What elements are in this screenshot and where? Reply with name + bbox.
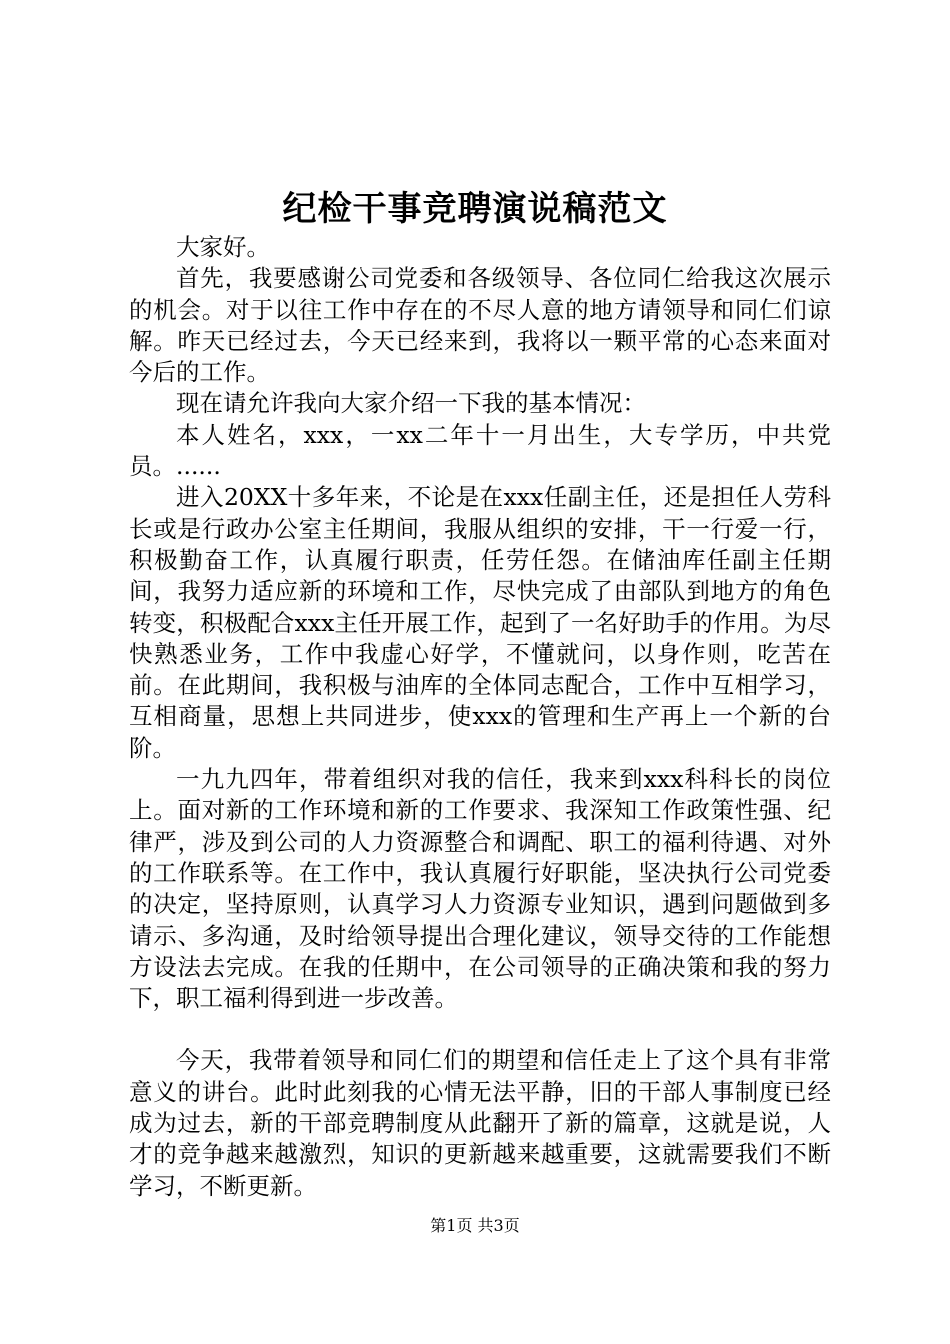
paragraph-section-chief: 一九九四年，带着组织对我的信任，我来到xxx科科长的岗位上。面对新的工作环境和新的工作要求、我深知工作政策性强、纪律严，涉及到公司的人力资源整合和调配、职工的福利待遇、对外的工作联系等。在工作中，我认真履行好职能，坚决执行公司党委的决定，坚持原则，认真学习人力资源专业知识，遇到问题做到多请示、多沟通，及时给领导提出合理化建议，领导交待的工作能想方设法去完成。在我的任期中，在公司领导的正确决策和我的努力下，职工福利得到进一步改善。 (129, 765, 831, 1013)
paragraph-greeting: 大家好。 (176, 233, 270, 261)
document-body (129, 232, 831, 1202)
paragraph-basic-info: 本人姓名，xxx，一xx二年十一月出生，大专学历，中共党员。...... (129, 420, 831, 481)
paragraph-intro: 现在请允许我向大家介绍一下我的基本情况： (176, 389, 646, 418)
paragraph-today: 今天，我带着领导和同仁们的期望和信任走上了这个具有非常意义的讲台。此时此刻我的心情无法平静，旧的干部人事制度已经成为过去，新的干部竞聘制度从此翻开了新的篇章，这就是说，人才的竞争越来越激烈，知识的更新越来越重要，这就需要我们不断学习，不断更新。 (129, 1046, 831, 1200)
page-number: 第1页 (430, 1216, 473, 1235)
paragraph-thanks: 首先，我要感谢公司党委和各级领导、各位同仁给我这次展示的机会。对于以往工作中存在的不尽人意的地方请领导和同仁们谅解。昨天已经过去，今天已经来到，我将以一颗平常的心态来面对今后的工作。 (129, 264, 831, 387)
paragraph-work-history: 进入20XX十多年来，不论是在xxx任副主任，还是担任人劳科长或是行政办公室主任期间，我服从组织的安排，干一行爱一行，积极勤奋工作，认真履行职责，任劳任怨。在储油库任副主任期间，我努力适应新的环境和工作，尽快完成了由部队到地方的角色转变，积极配合xxx主任开展工作，起到了一名好助手的作用。为尽快熟悉业务，工作中我虚心好学，不懂就问，以身作则，吃苦在前。在此期间，我积极与油库的全体同志配合，工作中互相学习，互相商量，思想上共同进步，使xxx的管理和生产再上一个新的台阶。 (129, 483, 831, 762)
page-footer (0, 1215, 950, 1237)
page-total: 共3页 (477, 1216, 520, 1235)
document-title: 纪检干事竞聘演说稿范文 (282, 189, 668, 229)
